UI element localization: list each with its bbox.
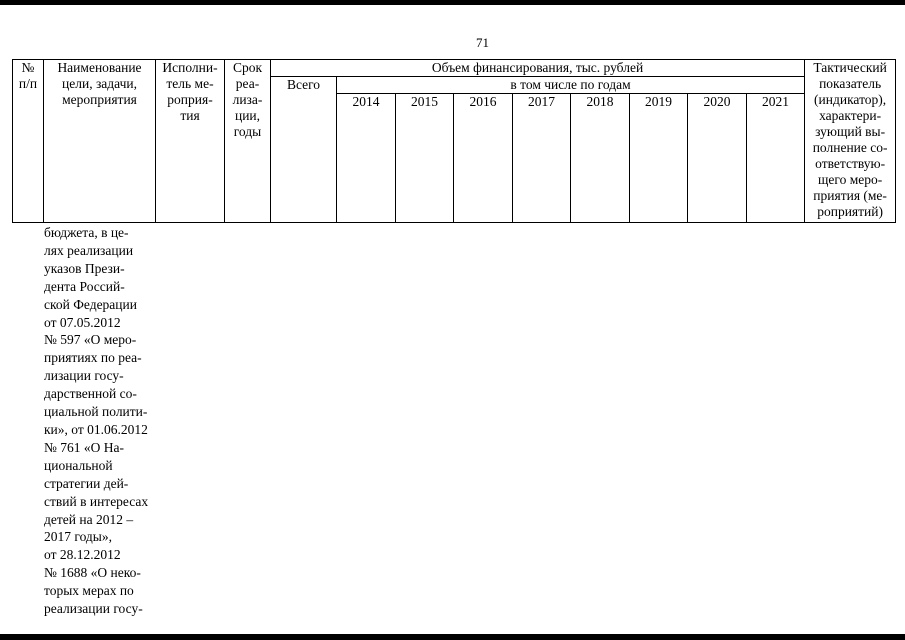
text-line: циальной полити- <box>44 404 148 420</box>
year-header: 2015 <box>396 94 454 223</box>
text-line: от 07.05.2012 <box>44 314 121 330</box>
col-indicator-header: Тактический показатель (индикатор), характери- зующий вы- полнение со- ответствую- щего меро- приятия (ме- роприятий) <box>805 60 896 223</box>
text-line: лях реализации <box>44 242 134 258</box>
year-header: 2017 <box>513 94 571 223</box>
text-line: бюджета, в це- <box>44 225 129 240</box>
text-line: дента Россий- <box>44 278 125 294</box>
text-line: № 597 «О меро- <box>44 332 137 348</box>
text-line: ствий в интересах <box>44 493 149 509</box>
funding-header: Объем финансирования, тыс. рублей <box>271 60 805 77</box>
year-header: 2019 <box>630 94 688 223</box>
year-header: 2014 <box>337 94 396 223</box>
text-line: реализации госу- <box>44 601 143 617</box>
financing-table <box>12 59 896 223</box>
top-border <box>0 0 905 5</box>
text-line: детей на 2012 – <box>44 511 134 527</box>
col-period-header: Срок реа- лиза- ции, годы <box>225 60 271 223</box>
text-line: ской Федерации <box>44 296 137 312</box>
text-line: циональной <box>44 457 113 473</box>
text-line: ки», от 01.06.2012 <box>44 421 148 437</box>
text-line: лизации госу- <box>44 368 124 384</box>
col-total-header: Всего <box>271 77 337 223</box>
year-header: 2020 <box>688 94 747 223</box>
year-header: 2021 <box>747 94 805 223</box>
text-line: указов Прези- <box>44 260 125 276</box>
text-line: стратегии дей- <box>44 475 129 491</box>
bottom-border <box>0 634 905 640</box>
text-line: от 28.12.2012 <box>44 547 121 563</box>
col-name-header: Наименование цели, задачи, мероприятия <box>44 60 156 223</box>
col-executor-header: Исполни- тель ме- роприя- тия <box>156 60 225 223</box>
page-number: 71 <box>476 35 489 50</box>
text-line: № 761 «О На- <box>44 439 124 455</box>
text-line: 2017 годы», <box>44 529 113 545</box>
continuation-text <box>44 224 164 618</box>
text-line: приятиях по реа- <box>44 350 142 366</box>
by-years-header: в том числе по годам <box>337 77 805 94</box>
text-line: № 1688 «О неко- <box>44 565 141 581</box>
text-line: торых мерах по <box>44 583 134 599</box>
text-line: дарственной со- <box>44 386 137 402</box>
year-header: 2016 <box>454 94 513 223</box>
year-header: 2018 <box>571 94 630 223</box>
col-no-header: № п/п <box>13 60 44 223</box>
